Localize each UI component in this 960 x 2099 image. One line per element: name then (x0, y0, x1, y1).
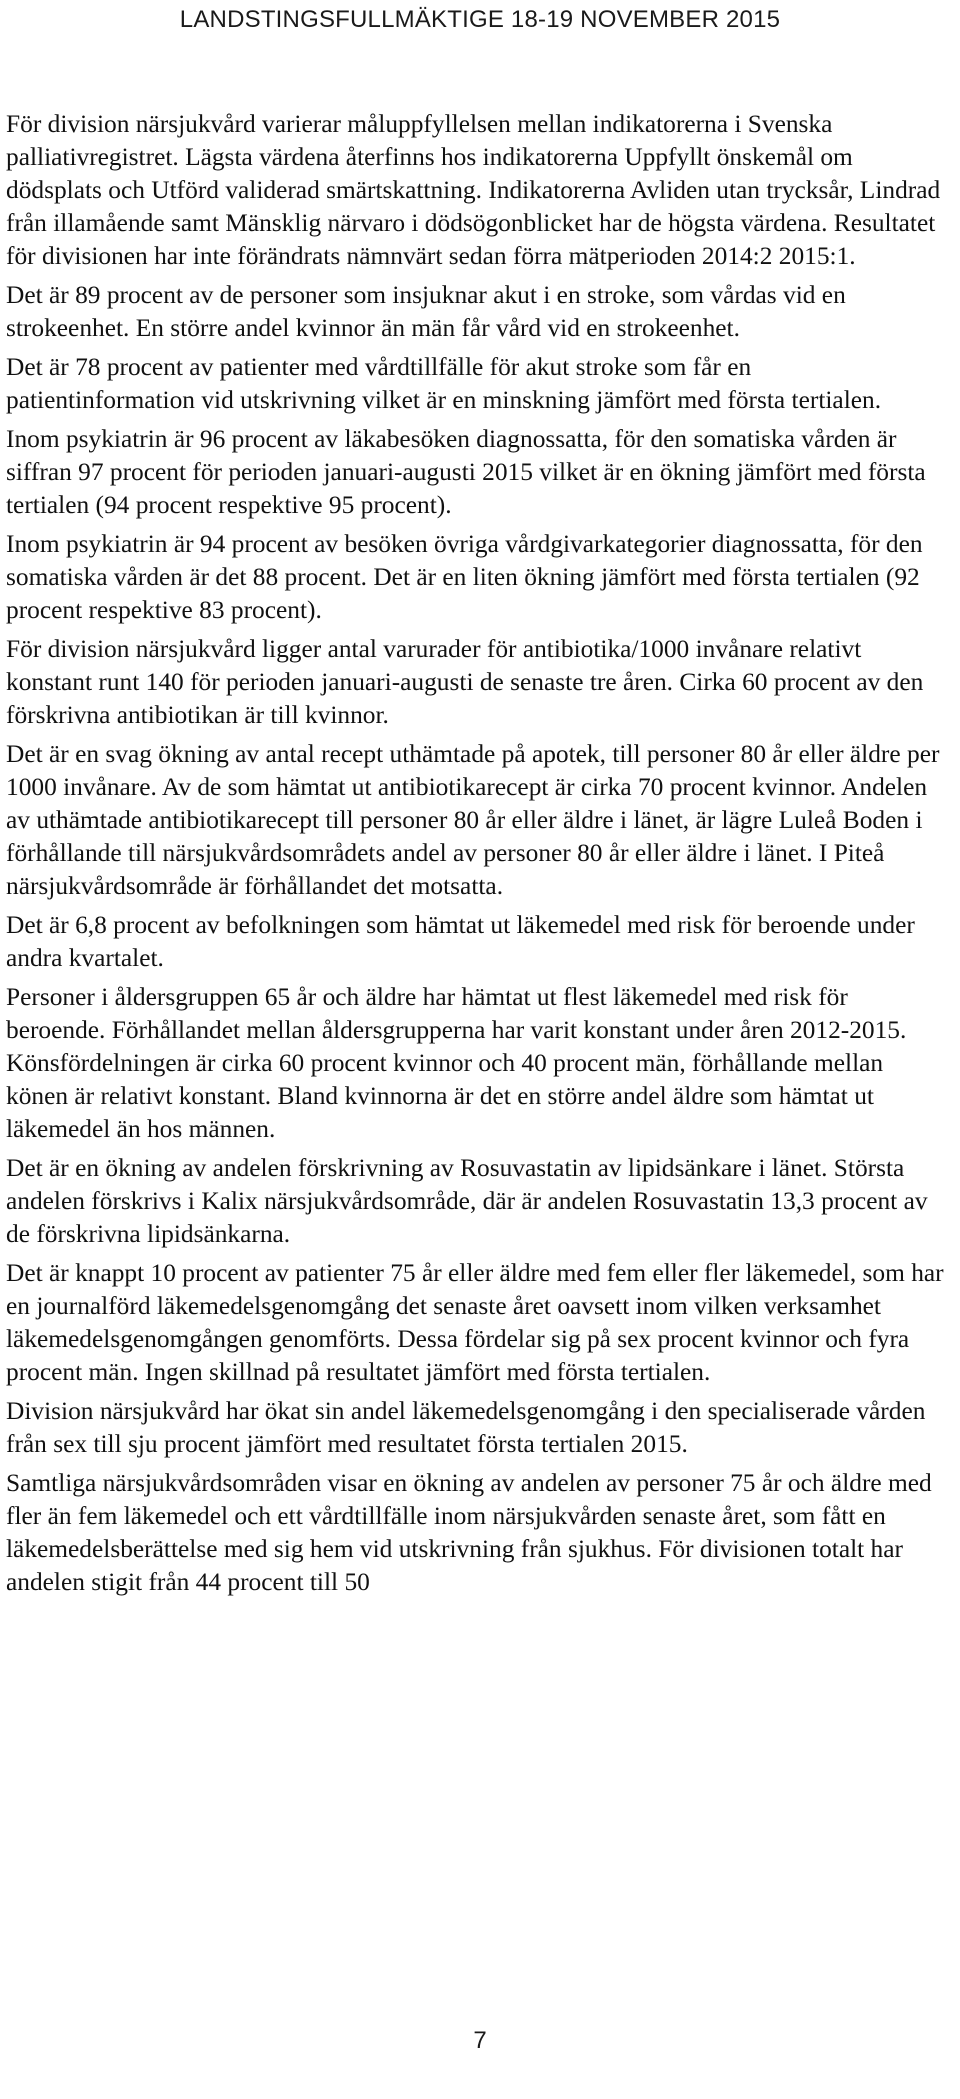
page-header: LANDSTINGSFULLMÄKTIGE 18-19 NOVEMBER 2015 (179, 6, 781, 33)
paragraph-palliative: För division närsjukvård varierar måluppfyllelsen mellan indikatorerna i Svenska palliativregistret. Lägsta värdena återfinns hos indikatorerna Uppfyllt önskemål om dödsplats och Utförd validerad smärtskattning. Indikatorerna Avliden utan trycksår, Lindrad från illamående samt Mänsklig närvaro i dödsögonblicket har de högsta värdena. Resultatet för divisionen har inte förändrats nämnvärt sedan förra mätperioden 2014:2 2015:1. (6, 110, 941, 270)
paragraph-medication-report: Samtliga närsjukvårdsområden visar en ökning av andelen av personer 75 år och äldre med fler än fem läkemedel och ett vårdtillfälle inom närsjukvården senaste året, som fått en läkemedelsberättelse med sig hem vid utskrivning från sjukhus. För divisionen totalt har andelen stigit från 44 procent till 50 (6, 1469, 932, 1596)
paragraph-psychiatry-doctor-visits: Inom psykiatrin är 96 procent av läkabesöken diagnossatta, för den somatiska vården är siffran 97 procent för perioden januari-augusti 2015 vilket är en ökning jämfört med första tertialen (94 procent respektive 95 procent). (6, 425, 926, 519)
document-body (6, 108, 946, 1605)
paragraph-psychiatry-other-visits: Inom psykiatrin är 94 procent av besöken övriga vårdgivarkategorier diagnossatta, för den somatiska vården är det 88 procent. Det är en liten ökning jämfört med första tertialen (92 procent respektive 83 procent). (6, 530, 923, 624)
paragraph-antibiotic-prescriptions: Det är en svag ökning av antal recept uthämtade på apotek, till personer 80 år eller äldre per 1000 invånare. Av de som hämtat ut antibiotikarecept är cirka 70 procent kvinnor. Andelen av uthämtade antibiotikarecept till personer 80 år eller äldre i länet, är lägre Luleå Boden i förhållande till närsjukvårdsområdets andel av personer 80 år eller äldre i länet. I Piteå närsjukvårdsområde är förhållandet det motsatta. (6, 740, 940, 900)
paragraph-stroke-unit: Det är 89 procent av de personer som insjuknar akut i en stroke, som vårdas vid en strokeenhet. En större andel kvinnor än män får vård vid en strokeenhet. (6, 281, 846, 342)
paragraph-dependency-medication: Det är 6,8 procent av befolkningen som hämtat ut läkemedel med risk för beroende under andra kvartalet. (6, 911, 915, 972)
paragraph-specialist-care: Division närsjukvård har ökat sin andel läkemedelsgenomgång i den specialiserade vården från sex till sju procent jämfört med resultatet första tertialen 2015. (6, 1397, 926, 1458)
paragraph-medication-review: Det är knappt 10 procent av patienter 75 år eller äldre med fem eller fler läkemedel, som har en journalförd läkemedelsgenomgång det senaste året oavsett inom vilken verksamhet läkemedelsgenomgången genomförts. Dessa fördelar sig på sex procent kvinnor och fyra procent män. Ingen skillnad på resultatet jämfört med första tertialen. (6, 1259, 944, 1386)
paragraph-stroke-information: Det är 78 procent av patienter med vårdtillfälle för akut stroke som får en patientinformation vid utskrivning vilket är en minskning jämfört med första tertialen. (6, 353, 882, 414)
paragraph-age-groups: Personer i åldersgruppen 65 år och äldre har hämtat ut flest läkemedel med risk för beroende. Förhållandet mellan åldersgrupperna har varit konstant under åren 2012-2015. Könsfördelningen är cirka 60 procent kvinnor och 40 procent män, förhållande mellan könen är relativt konstant. Bland kvinnorna är det en större andel äldre som hämtat ut läkemedel än hos männen. (6, 983, 907, 1143)
page-number: 7 (473, 2027, 487, 2054)
paragraph-antibiotics: För division närsjukvård ligger antal varurader för antibiotika/1000 invånare relativt konstant runt 140 för perioden januari-augusti de senaste tre åren. Cirka 60 procent av den förskrivna antibiotikan är till kvinnor. (6, 635, 924, 729)
paragraph-rosuvastatin: Det är en ökning av andelen förskrivning av Rosuvastatin av lipidsänkare i länet. Största andelen förskrivs i Kalix närsjukvårdsområde, där är andelen Rosuvastatin 13,3 procent av de förskrivna lipidsänkarna. (6, 1154, 928, 1248)
